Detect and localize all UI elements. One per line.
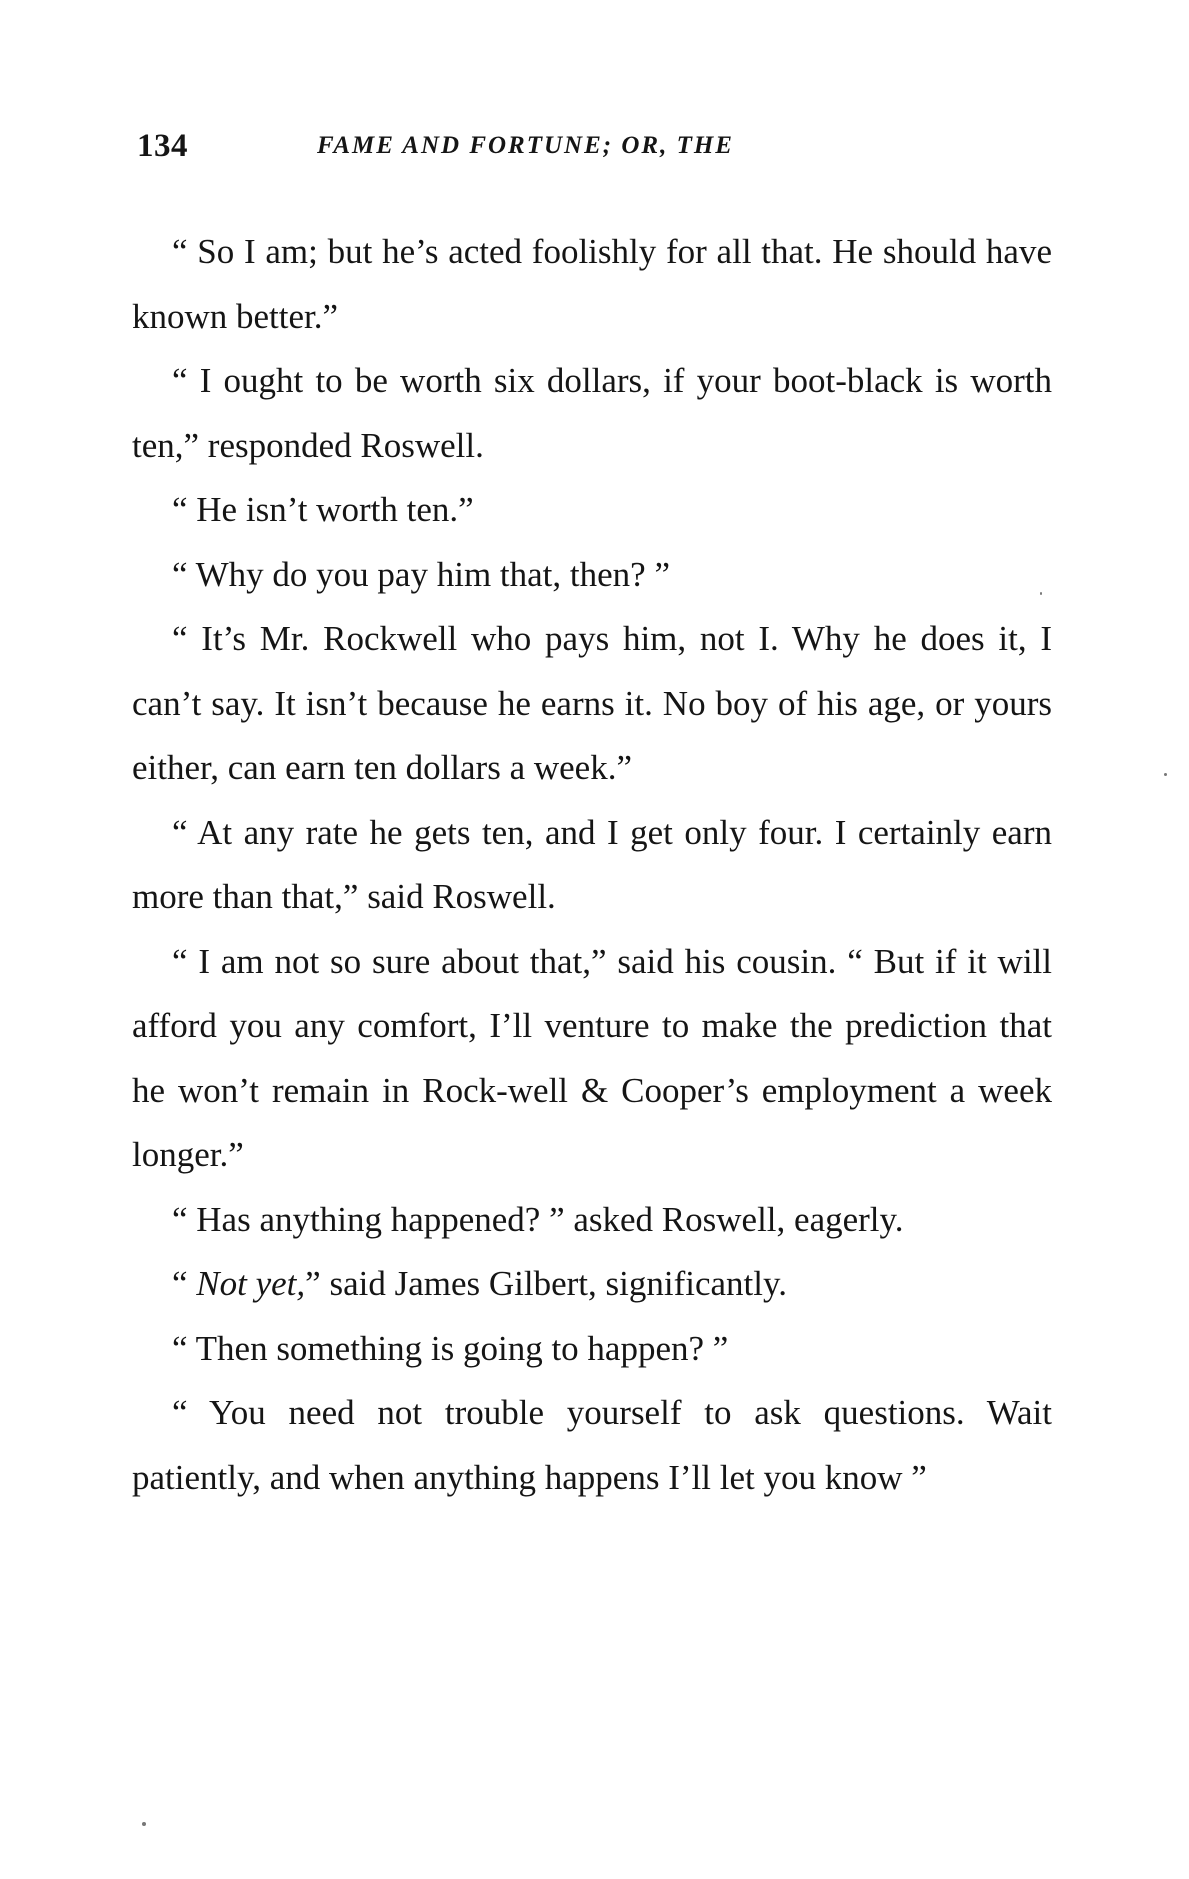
- paragraph: “ So I am; but he’s acted foolishly for all that. He should have known better.”: [132, 232, 1052, 336]
- page-number: 134: [137, 128, 188, 164]
- paragraph: “ I am not so sure about that,” said his cousin. “ But if it will afford you any comfort, I’ll venture to make the prediction that he won’t remain in Rock-well & Cooper’s employment a week longer.”: [132, 941, 1052, 1174]
- paragraph-rest: ” said James Gilbert, significantly.: [305, 1264, 787, 1303]
- paragraph: “ At any rate he gets ten, and I get only four. I certainly earn more than that,” said Roswell.: [132, 812, 1052, 916]
- emphasis-text: Not yet,: [196, 1264, 306, 1303]
- paragraph: [132, 1252, 1052, 1317]
- paper-speck: [142, 1822, 146, 1826]
- running-head: [137, 128, 877, 168]
- paragraph: “ I ought to be worth six dollars, if your boot-black is worth ten,” responded Roswell.: [132, 361, 1052, 465]
- paragraph-lead: “: [172, 1264, 197, 1303]
- paragraph: “ Why do you pay him that, then? ”: [172, 554, 670, 594]
- body-text: [132, 220, 1052, 1510]
- paragraph: “ You need not trouble yourself to ask questions. Wait patiently, and when anything happens I’ll let you know ”: [132, 1393, 1052, 1497]
- paragraph: “ It’s Mr. Rockwell who pays him, not I. Why he does it, I can’t say. It isn’t because he earns it. No boy of his age, or yours either, can earn ten dollars a week.”: [132, 619, 1052, 787]
- running-title: FAME AND FORTUNE; OR, THE: [317, 132, 734, 159]
- paragraph: “ He isn’t worth ten.”: [172, 490, 474, 529]
- paper-speck: [1164, 773, 1167, 776]
- paper-speck: [1040, 592, 1042, 595]
- paragraph: “ Then something is going to happen? ”: [172, 1328, 729, 1368]
- paragraph: “ Has anything happened? ” asked Roswell, eagerly.: [172, 1199, 904, 1239]
